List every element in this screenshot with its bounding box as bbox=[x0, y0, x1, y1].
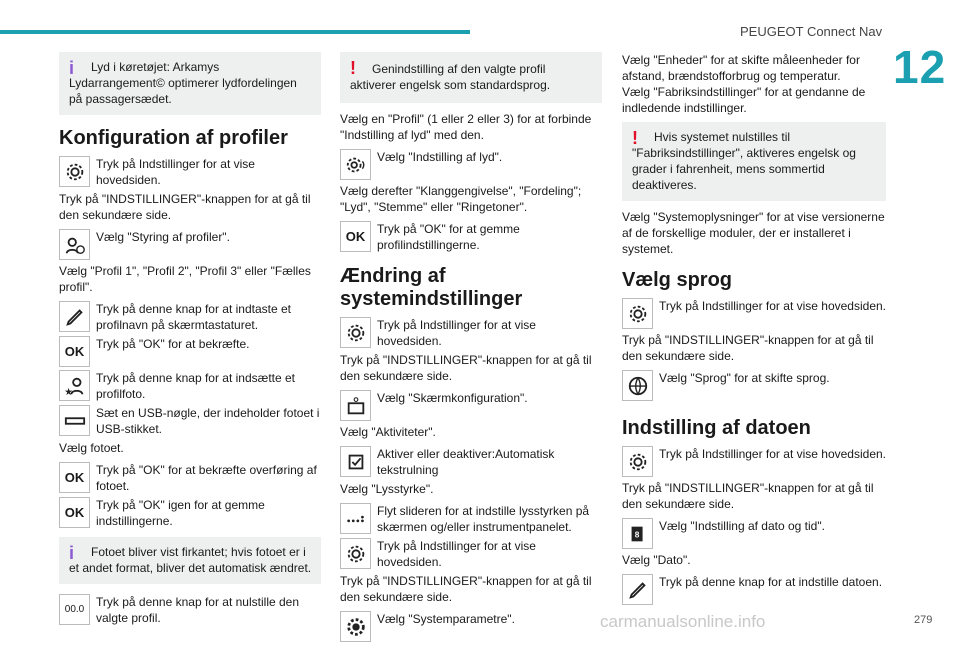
step-text: Tryk på denne knap for at indtaste et profilnavn på skærmtastaturet. bbox=[96, 302, 292, 332]
checkbox-icon bbox=[340, 446, 371, 477]
step-row bbox=[622, 446, 886, 477]
step-row bbox=[59, 405, 321, 437]
ok-button-icon: OK bbox=[59, 462, 90, 493]
step-row bbox=[340, 611, 602, 642]
step-text: Tryk på "OK" igen for at gemme indstillingerne. bbox=[96, 498, 265, 528]
usb-icon bbox=[59, 405, 90, 436]
step-row bbox=[59, 594, 321, 626]
step-row bbox=[622, 574, 886, 605]
note-text: Lyd i køretøjet: Arkamys Lydarrangement© optimerer lydfordelingen på passagersædet. bbox=[69, 60, 297, 106]
ok-button-icon: OK bbox=[340, 221, 371, 252]
screen-brightness-icon bbox=[340, 390, 371, 421]
step-row bbox=[340, 538, 602, 570]
page-number: 279 bbox=[914, 614, 933, 626]
ok-button-icon: OK bbox=[59, 336, 90, 367]
paragraph: Vælg "Aktiviteter". bbox=[340, 425, 436, 439]
step-row bbox=[340, 503, 602, 535]
step-row bbox=[59, 462, 321, 494]
column-2 bbox=[340, 52, 602, 645]
step-text: Tryk på Indstillinger for at vise hovedsiden. bbox=[377, 318, 536, 348]
svg-text:8: 8 bbox=[634, 530, 639, 540]
info-note bbox=[59, 537, 321, 584]
paragraph: Vælg fotoet. bbox=[59, 441, 124, 455]
step-text: Flyt slideren for at indstille lysstyrken på skærmen og/eller instrumentpanelet. bbox=[377, 504, 590, 534]
gear-icon bbox=[340, 317, 371, 348]
step-text: Tryk på "OK" for at bekræfte. bbox=[96, 337, 250, 351]
note-text: Hvis systemet nulstilles til "Fabriksindstillinger", aktiveres engelsk og grader i fahrenheit, mens sommertid deaktiveres. bbox=[632, 130, 856, 192]
step-text: Sæt en USB-nøgle, der indeholder fotoet i USB-stikket. bbox=[96, 406, 320, 436]
paragraph: Vælg "Fabriksindstillinger" for at gendanne de indledende indstillinger. bbox=[622, 85, 866, 115]
step-text: Vælg "Styring af profiler". bbox=[96, 230, 230, 244]
step-text: Tryk på "OK" for at bekræfte overføring af fotoet. bbox=[96, 463, 317, 493]
step-text: Tryk på Indstillinger for at vise hovedsiden. bbox=[659, 447, 886, 461]
system-gear-icon bbox=[340, 611, 371, 642]
reset-icon: 00.0 bbox=[59, 594, 90, 625]
step-row bbox=[59, 336, 321, 367]
paragraph: Tryk på "INDSTILLINGER"-knappen for at gå til den sekundære side. bbox=[622, 333, 874, 363]
warning-icon: ! bbox=[632, 128, 638, 148]
section-heading-language: Vælg sprog bbox=[622, 269, 733, 291]
gear-icon bbox=[59, 156, 90, 187]
step-row bbox=[622, 298, 886, 329]
step-text: Aktiver eller deaktiver:Automatisk tekstrulning bbox=[377, 447, 555, 477]
step-text: Vælg "Sprog" for at skifte sprog. bbox=[659, 371, 830, 385]
step-text: Vælg "Skærmkonfiguration". bbox=[377, 391, 528, 405]
info-icon: i bbox=[69, 543, 75, 563]
step-text: Tryk på Indstillinger for at vise hovedsiden. bbox=[659, 299, 886, 313]
paragraph: Vælg derefter "Klanggengivelse", "Fordeling"; "Lyd", "Stemme" eller "Ringetoner". bbox=[340, 184, 582, 214]
section-heading-system-settings: Ændring af systemindstillinger bbox=[340, 265, 523, 310]
step-row bbox=[59, 156, 321, 188]
watermark: carmanualsonline.info bbox=[600, 612, 766, 631]
gear-icon bbox=[622, 446, 653, 477]
pencil-icon bbox=[59, 301, 90, 332]
step-row bbox=[622, 518, 886, 549]
step-row bbox=[59, 301, 321, 333]
paragraph: Vælg en "Profil" (1 eller 2 eller 3) for at forbinde "Indstilling af lyd" med den. bbox=[340, 112, 592, 142]
warning-note bbox=[622, 122, 886, 201]
header-accent-bar bbox=[0, 30, 470, 34]
language-icon bbox=[622, 370, 653, 401]
ok-button-icon: OK bbox=[59, 497, 90, 528]
step-text: Vælg "Indstilling af lyd". bbox=[377, 150, 503, 164]
step-row bbox=[622, 370, 886, 401]
gear-icon bbox=[622, 298, 653, 329]
step-row bbox=[340, 221, 602, 253]
pencil-icon bbox=[622, 574, 653, 605]
chapter-number: 12 bbox=[893, 41, 947, 93]
profile-photo-icon bbox=[59, 370, 90, 401]
calendar-icon bbox=[622, 518, 653, 549]
section-heading-profiles: Konfiguration af profiler bbox=[59, 127, 288, 149]
column-1 bbox=[59, 52, 321, 629]
info-note bbox=[59, 52, 321, 115]
info-icon: i bbox=[69, 58, 75, 78]
step-text: Tryk på Indstillinger for at vise hovedsiden. bbox=[377, 539, 536, 569]
step-text: Tryk på denne knap for at indstille datoen. bbox=[659, 575, 883, 589]
step-text: Tryk på Indstillinger for at vise hovedsiden. bbox=[96, 157, 255, 187]
step-row bbox=[340, 149, 602, 180]
step-row bbox=[340, 317, 602, 349]
paragraph: Tryk på "INDSTILLINGER"-knappen for at gå til den sekundære side. bbox=[340, 574, 592, 604]
step-row bbox=[340, 446, 602, 478]
step-text: Tryk på denne knap for at nulstille den valgte profil. bbox=[96, 595, 300, 625]
step-text: Vælg "Indstilling af dato og tid". bbox=[659, 519, 825, 533]
paragraph: Tryk på "INDSTILLINGER"-knappen for at gå til den sekundære side. bbox=[59, 192, 311, 222]
step-row bbox=[59, 229, 321, 260]
warning-icon: ! bbox=[350, 58, 356, 78]
step-row bbox=[59, 370, 321, 402]
column-3 bbox=[622, 52, 886, 608]
sound-settings-icon bbox=[340, 149, 371, 180]
step-text: Vælg "Systemparametre". bbox=[377, 612, 515, 626]
gear-icon bbox=[340, 538, 371, 569]
slider-icon bbox=[340, 503, 371, 534]
step-row bbox=[59, 497, 321, 529]
header-title: PEUGEOT Connect Nav bbox=[740, 24, 883, 39]
paragraph: Vælg "Enheder" for at skifte måleenheder for afstand, brændstofforbrug og temperatur. bbox=[622, 53, 860, 83]
paragraph: Vælg "Profil 1", "Profil 2", "Profil 3" eller "Fælles profil". bbox=[59, 264, 311, 294]
profile-steering-icon bbox=[59, 229, 90, 260]
step-text: Tryk på denne knap for at indsætte et profilfoto. bbox=[96, 371, 296, 401]
step-text: Tryk på "OK" for at gemme profilindstillingerne. bbox=[377, 222, 520, 252]
section-heading-date: Indstilling af datoen bbox=[622, 417, 811, 439]
paragraph: Vælg "Lysstyrke". bbox=[340, 482, 434, 496]
note-text: Genindstilling af den valgte profil aktiverer engelsk som standardsprog. bbox=[350, 62, 551, 92]
step-row bbox=[340, 390, 602, 421]
paragraph: Tryk på "INDSTILLINGER"-knappen for at gå til den sekundære side. bbox=[340, 353, 592, 383]
paragraph: Vælg "Systemoplysninger" for at vise versionerne af de forskellige moduler, der er installeret i systemet. bbox=[622, 210, 885, 256]
note-text: Fotoet bliver vist firkantet; hvis fotoet er i et andet format, bliver det automatisk ændret. bbox=[69, 545, 312, 575]
paragraph: Tryk på "INDSTILLINGER"-knappen for at gå til den sekundære side. bbox=[622, 481, 874, 511]
warning-note bbox=[340, 52, 602, 103]
paragraph: Vælg "Dato". bbox=[622, 553, 691, 567]
